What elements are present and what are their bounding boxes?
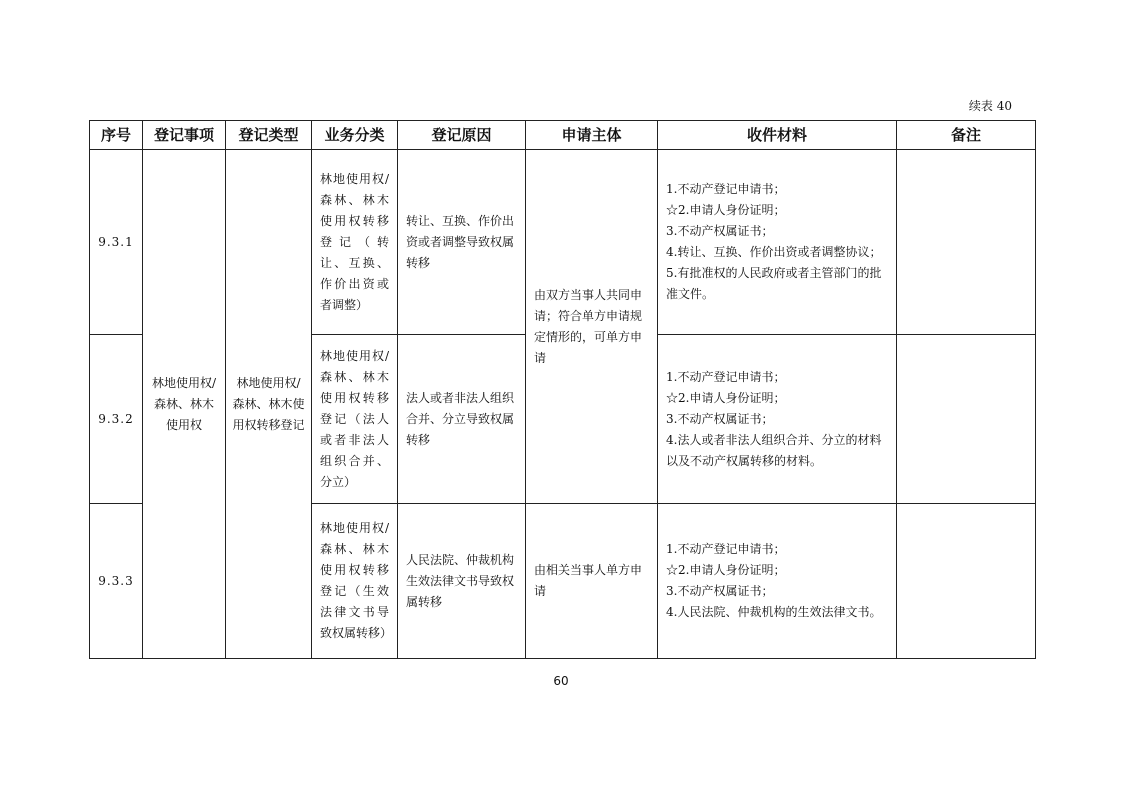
seq-cell: 9.3.2 bbox=[90, 335, 143, 504]
registration-item-cell: 林地使用权/森林、林木使用权 bbox=[143, 150, 226, 659]
materials-cell bbox=[658, 150, 897, 335]
materials-cell bbox=[658, 504, 897, 659]
material-item: 4.人民法院、仲裁机构的生效法律文书。 bbox=[666, 605, 882, 619]
remarks-cell bbox=[897, 150, 1036, 335]
registration-table bbox=[89, 120, 1036, 659]
material-item: 3.不动产权属证书； bbox=[666, 584, 774, 598]
material-item: 4.法人或者非法人组织合并、分立的材料以及不动产权属转移的材料。 bbox=[666, 432, 882, 468]
remarks-cell bbox=[897, 504, 1036, 659]
remarks-cell bbox=[897, 335, 1036, 504]
applicant-cell: 由双方当事人共同申请；符合单方申请规定情形的，可单方申请 bbox=[526, 150, 658, 504]
material-item: 3.不动产权属证书； bbox=[666, 411, 774, 426]
header-applicant: 申请主体 bbox=[526, 121, 658, 150]
material-item: 1.不动产登记申请书； bbox=[666, 369, 786, 384]
registration-reason-cell: 人民法院、仲裁机构生效法律文书导致权属转移 bbox=[398, 504, 526, 659]
material-item: 5.有批准权的人民政府或者主管部门的批准文件。 bbox=[666, 266, 882, 301]
material-item: ☆2.申请人身份证明； bbox=[666, 390, 786, 405]
header-seq: 序号 bbox=[90, 121, 143, 150]
header-registration-reason: 登记原因 bbox=[398, 121, 526, 150]
material-item: 4.转让、互换、作价出资或者调整协议； bbox=[666, 245, 882, 259]
business-category-cell: 林地使用权/森林、林木使用权转移登记（转让、互换、作价出资或者调整） bbox=[312, 150, 398, 335]
business-category-cell: 林地使用权/森林、林木使用权转移登记（法人或者非法人组织合并、分立） bbox=[312, 335, 398, 504]
header-remarks: 备注 bbox=[897, 121, 1036, 150]
business-category-cell: 林地使用权/森林、林木使用权转移登记（生效法律文书导致权属转移） bbox=[312, 504, 398, 659]
registration-type-cell: 林地使用权/森林、林木使用权转移登记 bbox=[226, 150, 312, 659]
header-registration-item: 登记事项 bbox=[143, 121, 226, 150]
table-row bbox=[90, 150, 1036, 335]
material-item: ☆2.申请人身份证明； bbox=[666, 563, 786, 577]
seq-cell: 9.3.3 bbox=[90, 504, 143, 659]
page-number: 60 bbox=[553, 674, 569, 688]
registration-reason-cell: 转让、互换、作价出资或者调整导致权属转移 bbox=[398, 150, 526, 335]
header-materials: 收件材料 bbox=[658, 121, 897, 150]
materials-cell bbox=[658, 335, 897, 504]
registration-reason-cell: 法人或者非法人组织合并、分立导致权属转移 bbox=[398, 335, 526, 504]
header-registration-type: 登记类型 bbox=[226, 121, 312, 150]
material-item: 1.不动产登记申请书； bbox=[666, 542, 786, 556]
header-row bbox=[90, 121, 1036, 150]
continued-table-label: 续表 40 bbox=[968, 99, 1012, 113]
applicant-cell: 由相关当事人单方申请 bbox=[526, 504, 658, 659]
material-item: 3.不动产权属证书； bbox=[666, 224, 774, 238]
seq-cell: 9.3.1 bbox=[90, 150, 143, 335]
material-item: ☆2.申请人身份证明； bbox=[666, 203, 786, 217]
material-item: 1.不动产登记申请书； bbox=[666, 182, 786, 196]
header-business-category: 业务分类 bbox=[312, 121, 398, 150]
